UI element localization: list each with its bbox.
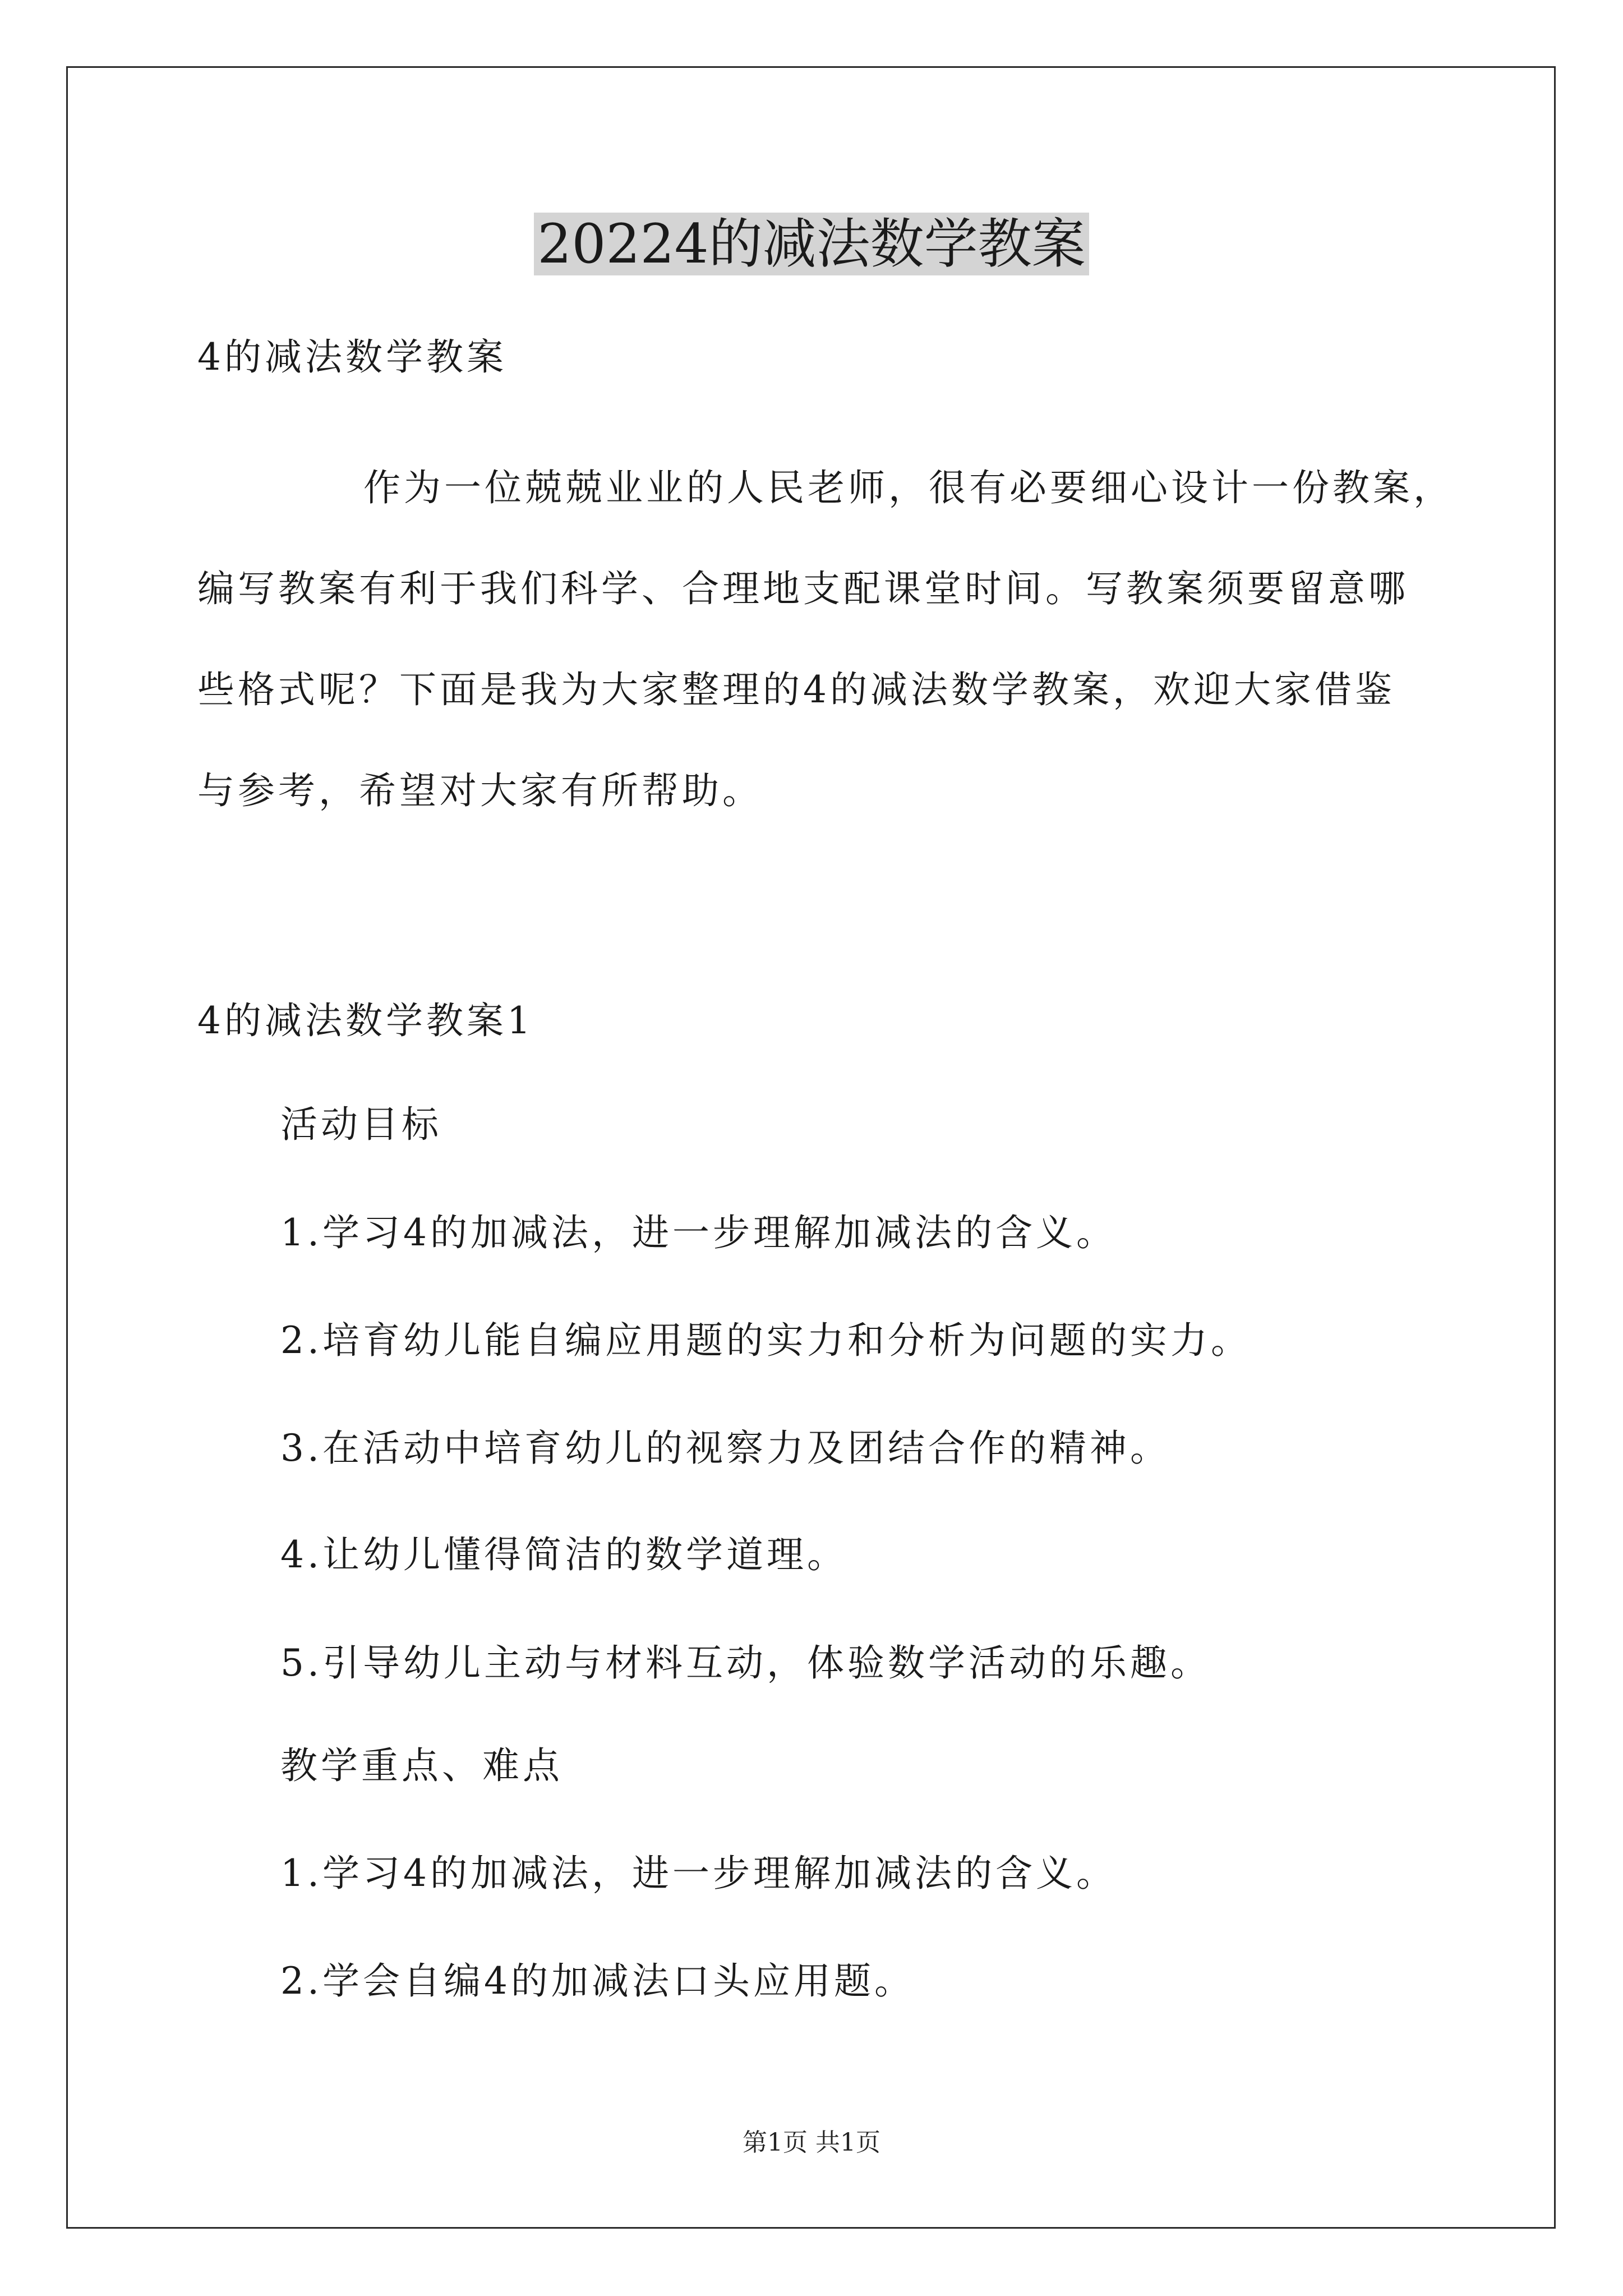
goal-item-4: 4.让幼儿懂得简洁的数学道理。	[280, 1533, 847, 1576]
document-title-text: 20224的减法数学教案	[534, 213, 1089, 275]
intro-line-4: 与参考，希望对大家有所帮助。	[197, 769, 763, 812]
goal-item-2: 2.培育幼儿能自编应用题的实力和分析为问题的实力。	[280, 1319, 1251, 1362]
intro-line-3: 些格式呢？下面是我为大家整理的4的减法数学教案，欢迎大家借鉴	[197, 668, 1395, 711]
section-heading: 4的减法数学教案1	[197, 999, 534, 1042]
key-points-heading: 教学重点、难点	[280, 1744, 563, 1787]
intro-line-2: 编写教案有利于我们科学、合理地支配课堂时间。写教案须要留意哪	[197, 567, 1409, 610]
goal-item-3: 3.在活动中培育幼儿的视察力及团结合作的精神。	[280, 1427, 1170, 1470]
goals-heading: 活动目标	[280, 1103, 442, 1146]
key-point-item-2: 2.学会自编4的加减法口头应用题。	[280, 1959, 915, 2003]
document-subtitle: 4的减法数学教案	[197, 335, 507, 379]
intro-line-1: 作为一位兢兢业业的人民老师，很有必要细心设计一份教案，	[363, 466, 1454, 509]
goal-item-1: 1.学习4的加减法，进一步理解加减法的含义。	[280, 1211, 1117, 1254]
key-point-item-1: 1.学习4的加减法，进一步理解加减法的含义。	[280, 1852, 1117, 1895]
page-footer: 第1页 共1页	[743, 2128, 880, 2157]
document-title	[0, 205, 1623, 283]
goal-item-5: 5.引导幼儿主动与材料互动，体验数学活动的乐趣。	[280, 1641, 1211, 1685]
